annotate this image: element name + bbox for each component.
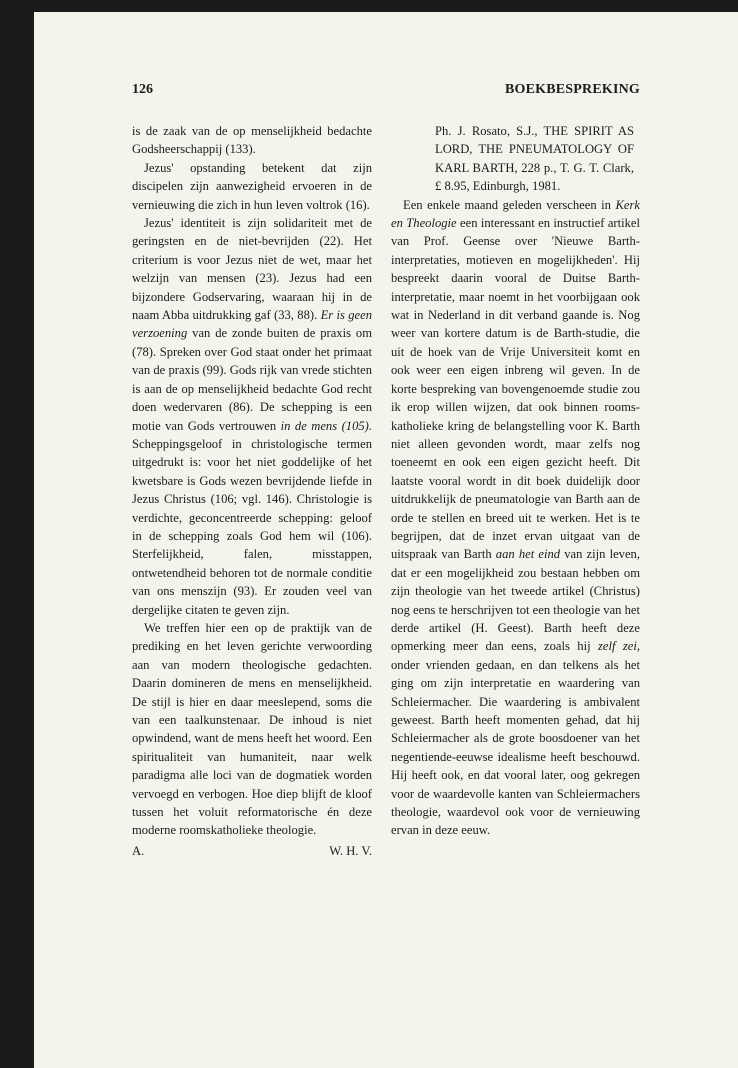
scan-edge-left <box>0 0 34 1068</box>
emphasis: Er is geen verzoening <box>132 308 372 341</box>
page-header <box>132 82 640 102</box>
text-run: van zijn leven, dat er een mogelijkheid zou bestaan hebben om zijn theologie van het tweede artikel (Christus) nog eens te herschrijven tot een theologie van het derde artikel (H. Geest). Barth heeft deze opmerking meer dan eens, zoals hij <box>391 547 640 654</box>
signature-right: W. H. V. <box>329 843 372 858</box>
paragraph <box>132 214 372 619</box>
paragraph: is de zaak van de op menselijkheid bedachte Godsheerschappij (133). <box>132 124 372 157</box>
text-run: Scheppingsgeloof in christologische termen uitgedrukt is: voor het niet goddelijke of het kwetsbare is Gods wezen bevrijdende liefde in Jezus Christus (106; vgl. 146). Christologie is verdichte, geconcentreerde schepping: geloof in de schepping zoals God hem wil (106). Sterfelijkheid, falen, misstappen, ontwetendheid behoren tot de normale conditie van ons menszijn (93). Er zouden veel van dergelijke citaten te geven zijn. <box>132 436 372 617</box>
text-run: Een enkele maand geleden verscheen in <box>403 197 616 212</box>
paragraph <box>391 196 640 840</box>
left-column <box>132 122 372 860</box>
running-head: BOEKBESPREKING <box>504 82 640 97</box>
signature-left: A. <box>132 843 145 858</box>
text-run: onder vrienden gedaan, en dan telkens als het ging om zijn interpretatie en waardering van Schleiermacher. Die waardering is ambivalent geweest. Barth heeft momenten gehad, dat hij Schleiermacher als de grote boosdoener van het negentiende-eeuwse idealisme heeft beschouwd. Hij heeft ook, en dat vooral later, oog gekregen voor de waardevolle kanten van Schleiermachers theologie, waardevol ook voor de vernieuwing ervan in deze eeuw. <box>391 657 640 838</box>
text-run: Jezus' identiteit is zijn solidariteit met de geringsten en de niet-bevrijden (22). Het criterium is voor Jezus niet de wet, maar het welzijn van mensen (23). Jezus had een bijzondere Godservaring, waaraan hij in de naam Abba uitdrukking gaf (33, 88). <box>132 216 372 323</box>
emphasis: zelf zei, <box>597 639 640 654</box>
review-signature <box>132 842 372 860</box>
book-reference: Ph. J. Rosato, S.J., THE SPIRIT AS LORD, THE PNEUMATOLOGY OF KARL BARTH, 228 p., T. G. T. Clark, £ 8.95, Edinburgh, 1981. <box>435 124 634 194</box>
emphasis: in de mens (105). <box>280 418 373 433</box>
emphasis: aan het eind <box>495 547 561 562</box>
emphasis: Kerk en Theologie <box>391 197 640 231</box>
paragraph: Jezus' opstanding betekent dat zijn discipelen zijn aanwezigheid ervoeren in de vernieuwing die zich in hun leven voltrok (16). <box>132 160 372 212</box>
text-run: van de zonde buiten de praxis om (78). Spreken over God staat onder het primaat van de praxis (99). Gods rijk van vrede stichten is aan de op menselijkheid bedachte God recht doen wedervaren (86). De schepping is een motie van Gods vertrouwen <box>132 326 372 433</box>
page-number: 126 <box>132 82 153 97</box>
scan-edge-top <box>0 0 738 12</box>
text-run: een interessant en instructief artikel van Prof. Geense over 'Nieuwe Barth-interpretaties, motieven en mogelijkheden'. Hij bespreekt daarin vooral de Duitse Barth-interpretatie, maar noemt in het voorbijgaan ook wat in Nederland in dit verband gaande is. Nog weer van kortere datum is de Barth-studie, die uit de hoek van de Vrije Universiteit komt en ook weer een eigen inbreng wil geven. In de korte bespreking van bovengenoemde studie zou ik erop willen wijzen, dat ook binnen rooms-katholieke kring de belangstelling voor K. Barth niet alleen gevonden wordt, maar zelfs nog toeneemt en ook een eigen gezicht heeft. Dit laatste vooral wordt in dit boek duidelijk door uitdrukkelijk de pneumatologie van Barth aan de orde te stellen en breed uit te werken. Het is te begrijpen, dat de inzet ervan uitgaat van de uitspraak van Barth <box>391 216 640 562</box>
right-column <box>391 122 640 840</box>
paragraph: We treffen hier een op de praktijk van de prediking en het leven gerichte verwoording aan van modern theologische gedachten. Daarin domineren de mens en menselijkheid. De stijl is hier en daar meeslepend, soms die van een taalkunstenaar. De inhoud is niet opwindend, want de mens heeft het woord. Een spiritualiteit van humaniteit, naar welk paradigma alle loci van de dogmatiek worden vervoegd en verbogen. Hoe diep blijft de kloof tussen het voluit reformatorische én deze moderne roomskatholieke theologie. <box>132 620 372 838</box>
